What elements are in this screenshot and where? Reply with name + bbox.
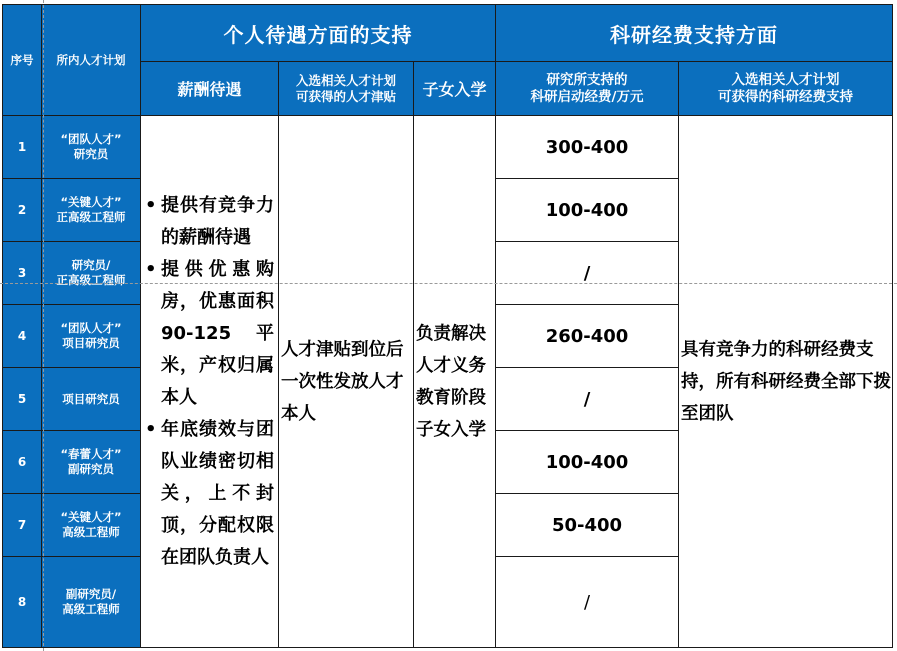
row-number: 3	[3, 242, 42, 305]
plan-funding-header-line1: 入选相关人才计划	[731, 71, 840, 88]
plan-name	[42, 116, 141, 179]
plan-name-line2: 正高级工程师	[56, 273, 126, 287]
plan-name-line1: “团队人才”	[60, 321, 122, 335]
plan-name-line1: “春蕾人才”	[60, 447, 122, 461]
bullet-dot: •	[145, 258, 157, 280]
startup-funding-value: 100-400	[496, 431, 679, 494]
personal-support-header: 个人待遇方面的支持	[141, 5, 496, 62]
plan-name-line1: 副研究员/	[65, 587, 117, 601]
children-cell: 负责解决人才义务教育阶段子女入学	[414, 116, 496, 648]
plan-name-line2: 研究员	[73, 147, 109, 161]
plan-funding-header	[679, 62, 893, 116]
row-number: 1	[3, 116, 42, 179]
table-row	[3, 116, 893, 179]
startup-funding-value: 100-400	[496, 179, 679, 242]
bullet-dot: •	[145, 418, 157, 440]
startup-funding-value: 300-400	[496, 116, 679, 179]
plan-name	[42, 305, 141, 368]
plan-name-line1: 项目研究员	[62, 391, 120, 406]
startup-funding-value: /	[496, 242, 679, 305]
startup-funding-value: 260-400	[496, 305, 679, 368]
row-number: 5	[3, 368, 42, 431]
plan-name-line2: 高级工程师	[62, 525, 120, 539]
allowance-header-line1: 入选相关人才计划	[295, 72, 396, 88]
plan-name	[42, 368, 141, 431]
plan-funding-header-line2: 可获得的科研经费支持	[718, 88, 854, 105]
startup-funding-value: 50-400	[496, 494, 679, 557]
allowance-cell: 人才津贴到位后一次性发放人才本人	[279, 116, 414, 648]
plan-name-line2: 高级工程师	[62, 602, 120, 616]
plan-name	[42, 557, 141, 648]
plan-name	[42, 431, 141, 494]
salary-bullet-text: 年底绩效与团队业绩密切相关，上不封顶，分配权限在团队负责人	[161, 418, 274, 568]
children-header: 子女入学	[414, 62, 496, 116]
row-number: 6	[3, 431, 42, 494]
salary-header: 薪酬待遇	[141, 62, 279, 116]
row-number: 2	[3, 179, 42, 242]
allowance-header	[279, 62, 414, 116]
plan-name-line1: “关键人才”	[60, 195, 122, 209]
row-number: 8	[3, 557, 42, 648]
plan-name-line1: “关键人才”	[60, 510, 122, 524]
salary-bullet	[145, 254, 274, 414]
plan-name-line1: 研究员/	[71, 258, 111, 272]
row-number: 4	[3, 305, 42, 368]
plan-name-line1: “团队人才”	[60, 132, 122, 146]
plan-name	[42, 179, 141, 242]
startup-funding-value: /	[496, 557, 679, 648]
plan-name-line2: 正高级工程师	[56, 210, 126, 224]
plan-name-line2: 项目研究员	[62, 336, 120, 350]
talent-support-table-container	[2, 4, 892, 647]
startup-funding-value: /	[496, 368, 679, 431]
plan-funding-cell: 具有竞争力的科研经费支持，所有科研经费全部下拨至团队	[679, 116, 893, 648]
startup-funding-header-line2: 科研启动经费/万元	[530, 88, 644, 105]
plan-header: 所内人才计划	[42, 5, 141, 116]
seq-header: 序号	[3, 5, 42, 116]
talent-support-table	[2, 4, 893, 648]
plan-name	[42, 242, 141, 305]
salary-bullet-text: 提供优惠购房，优惠面积90-125平米，产权归属本人	[161, 258, 274, 408]
startup-funding-header	[496, 62, 679, 116]
bullet-dot: •	[145, 194, 157, 216]
plan-name	[42, 494, 141, 557]
salary-bullet	[145, 190, 274, 254]
salary-bullet	[145, 414, 274, 574]
row-number: 7	[3, 494, 42, 557]
research-funding-header: 科研经费支持方面	[496, 5, 893, 62]
plan-name-line2: 副研究员	[68, 462, 114, 476]
startup-funding-header-line1: 研究所支持的	[546, 71, 628, 88]
salary-cell	[141, 116, 279, 648]
header-row-1	[3, 5, 893, 62]
salary-bullet-text: 提供有竞争力的薪酬待遇	[161, 194, 274, 248]
allowance-header-line2: 可获得的人才津贴	[295, 88, 396, 104]
